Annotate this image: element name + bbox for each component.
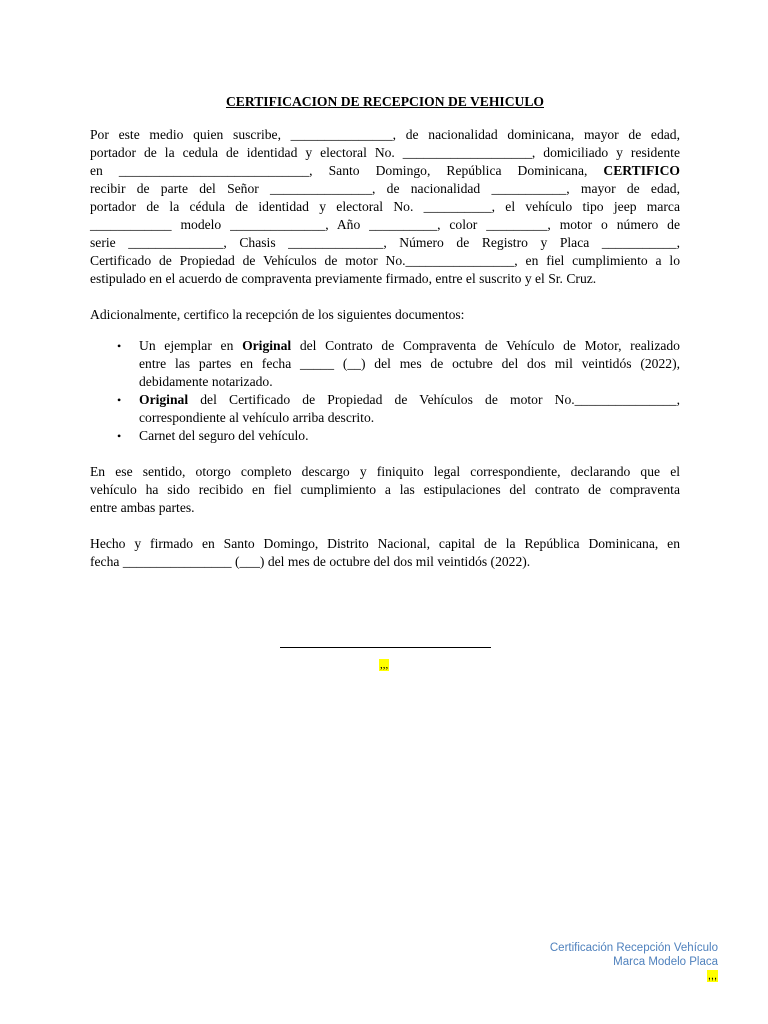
- certifico-bold: CERTIFICO: [603, 163, 680, 178]
- list-item: • Original del Certificado de Propiedad de Vehículos de motor No._______________, correspondiente al vehículo arriba descrito.: [117, 392, 680, 425]
- paragraph-discharge: En ese sentido, otorgo completo descargo y finiquito legal correspondiente, declarando que el vehículo ha sido recibido en fiel cumplimiento a las estipulaciones del contrato de compraventa entre ambas partes.: [90, 464, 680, 515]
- document-title: CERTIFICACION DE RECEPCION DE VEHICULO: [225, 94, 544, 109]
- documents-list: [90, 337, 680, 445]
- bullet-icon: •: [117, 429, 122, 443]
- footer-title: Certificación Recepción Vehículo: [549, 942, 718, 954]
- page-footer: [550, 941, 718, 983]
- signature-line: [280, 647, 491, 648]
- signature-placeholder: ,,,: [380, 659, 389, 671]
- footer-subtitle: Marca Modelo Placa: [613, 956, 718, 968]
- paragraph-documents-intro: Adicionalmente, certifico la recepción de los siguientes documentos:: [90, 307, 465, 322]
- bullet-icon: •: [117, 393, 122, 407]
- bullet-icon: •: [117, 339, 122, 353]
- footer-mark: ,,,: [707, 970, 717, 982]
- document-body: [90, 93, 680, 571]
- list-item: • Carnet del seguro del vehículo.: [117, 428, 309, 443]
- list-item: • Un ejemplar en Original del Contrato de Compraventa de Vehículo de Motor, realizado entre las partes en fecha _____ (__) del mes de octubre del dos mil veintidós (2022), debidamente notarizado.: [117, 338, 680, 389]
- paragraph-intro: Por este medio quien suscribe, _______________, de nacionalidad dominicana, mayor de edad, portador de la cedula de identidad y electoral No. ___________________, domiciliado y residente en ____________________________, Santo Domingo, República Dominicana, CERTIFICO recibir de parte del Señor _______________, de nacionalidad ___________, mayor de edad, portador de la cédula de identidad y electoral No. __________, el vehículo tipo jeep marca ____________ modelo ______________, Año __________, color _________, motor o número de serie ______________, Chasis ______________, Número de Registro y Placa ___________, Certificado de Propiedad de Vehículos de motor No.________________, en fiel cumplimiento a lo estipulado en el acuerdo de compraventa previamente firmado, entre el suscrito y el Sr. Cruz.: [90, 127, 680, 286]
- paragraph-signed: Hecho y firmado en Santo Domingo, Distrito Nacional, capital de la República Dominicana, en fecha ________________ (___) del mes de octubre del dos mil veintidós (2022).: [90, 536, 680, 569]
